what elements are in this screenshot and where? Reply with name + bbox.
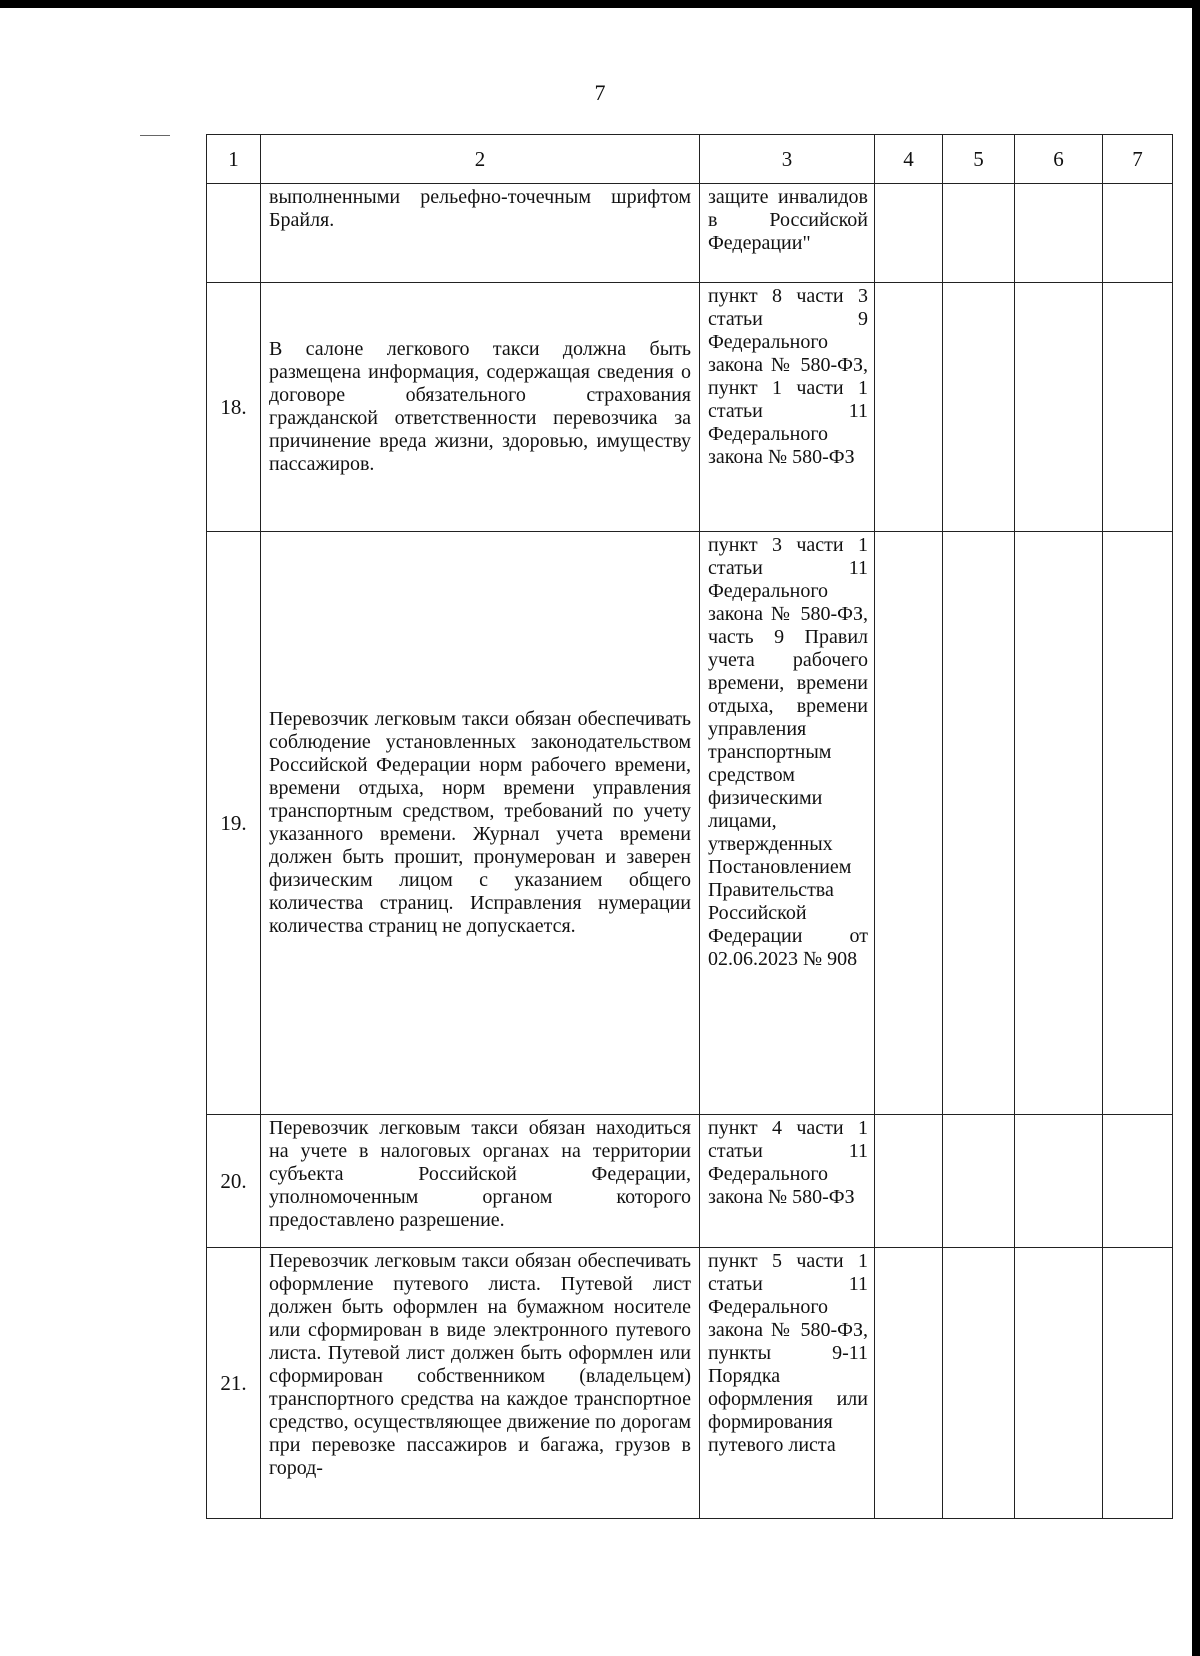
row-reference: пункт 8 части 3 статьи 9 Федерального закона № 580-ФЗ, пункт 1 части 1 статьи 11 Федерального закона № 580-ФЗ xyxy=(700,283,875,532)
table-row xyxy=(207,1248,1173,1519)
margin-mark xyxy=(140,135,170,136)
row-reference: пункт 4 части 1 статьи 11 Федерального закона № 580-ФЗ xyxy=(700,1115,875,1248)
row-description: выполненными рельефно-точечным шрифтом Брайля. xyxy=(261,184,700,283)
empty-cell xyxy=(943,1115,1015,1248)
row-number: 19. xyxy=(207,532,261,1115)
empty-cell xyxy=(875,1248,943,1519)
empty-cell xyxy=(1015,1115,1103,1248)
empty-cell xyxy=(1015,532,1103,1115)
requirements-table xyxy=(206,134,1173,1519)
table-header-row xyxy=(207,135,1173,184)
page-number: 7 xyxy=(594,80,606,105)
row-description: Перевозчик легковым такси обязан находиться на учете в налоговых органах на территории субъекта Российской Федерации, уполномоченным органом которого предоставлено разрешение. xyxy=(261,1115,700,1248)
empty-cell xyxy=(875,283,943,532)
row-reference: пункт 3 части 1 статьи 11 Федерального закона № 580-ФЗ, часть 9 Правил учета рабочего времени, времени отдыха, времени управления транспортным средством физическими лицами, утвержденных Постановлением Правительства Российской Федерации от 02.06.2023 № 908 xyxy=(700,532,875,1115)
empty-cell xyxy=(943,532,1015,1115)
empty-cell xyxy=(1103,283,1173,532)
row-number: 21. xyxy=(207,1248,261,1519)
empty-cell xyxy=(875,532,943,1115)
row-description: В салоне легкового такси должна быть размещена информация, содержащая сведения о договоре обязательного страхования гражданской ответственности перевозчика за причинение вреда жизни, здоровью, имуществу пассажиров. xyxy=(261,283,700,532)
empty-cell xyxy=(875,184,943,283)
header-col-1: 1 xyxy=(207,135,261,184)
row-description: Перевозчик легковым такси обязан обеспечивать соблюдение установленных законодательством Российской Федерации норм рабочего времени, времени отдыха, норм времени управления транспортным средством, требований по учету указанного времени. Журнал учета времени должен быть прошит, пронумерован и заверен физическим лицом с указанием общего количества страниц. Исправления нумерации количества страниц не допускается. xyxy=(261,532,700,1115)
table-row xyxy=(207,283,1173,532)
empty-cell xyxy=(943,283,1015,532)
empty-cell xyxy=(1015,184,1103,283)
header-col-4: 4 xyxy=(875,135,943,184)
empty-cell xyxy=(1103,184,1173,283)
row-number: 20. xyxy=(207,1115,261,1248)
row-number xyxy=(207,184,261,283)
empty-cell xyxy=(943,1248,1015,1519)
empty-cell xyxy=(943,184,1015,283)
row-number: 18. xyxy=(207,283,261,532)
scan-edge-right xyxy=(1192,0,1200,1656)
row-reference: пункт 5 части 1 статьи 11 Федерального закона № 580-ФЗ, пункты 9-11 Порядка оформления или формирования путевого листа xyxy=(700,1248,875,1519)
empty-cell xyxy=(875,1115,943,1248)
empty-cell xyxy=(1103,532,1173,1115)
scan-edge-top xyxy=(0,0,1200,8)
empty-cell xyxy=(1015,283,1103,532)
row-description: Перевозчик легковым такси обязан обеспечивать оформление путевого листа. Путевой лист должен быть оформлен на бумажном носителе или сформирован в виде электронного путевого листа. Путевой лист должен быть оформлен или сформирован собственником (владельцем) транспортного средства на каждое транспортное средство, осуществляющее движение по дорогам при перевозке пассажиров и багажа, грузов в город- xyxy=(261,1248,700,1519)
header-col-5: 5 xyxy=(943,135,1015,184)
header-col-2: 2 xyxy=(261,135,700,184)
empty-cell xyxy=(1103,1115,1173,1248)
header-col-7: 7 xyxy=(1103,135,1173,184)
row-reference: защите инвалидов в Российской Федерации" xyxy=(700,184,875,283)
header-col-6: 6 xyxy=(1015,135,1103,184)
header-col-3: 3 xyxy=(700,135,875,184)
empty-cell xyxy=(1015,1248,1103,1519)
table-row xyxy=(207,1115,1173,1248)
table-row xyxy=(207,532,1173,1115)
table-row xyxy=(207,184,1173,283)
empty-cell xyxy=(1103,1248,1173,1519)
